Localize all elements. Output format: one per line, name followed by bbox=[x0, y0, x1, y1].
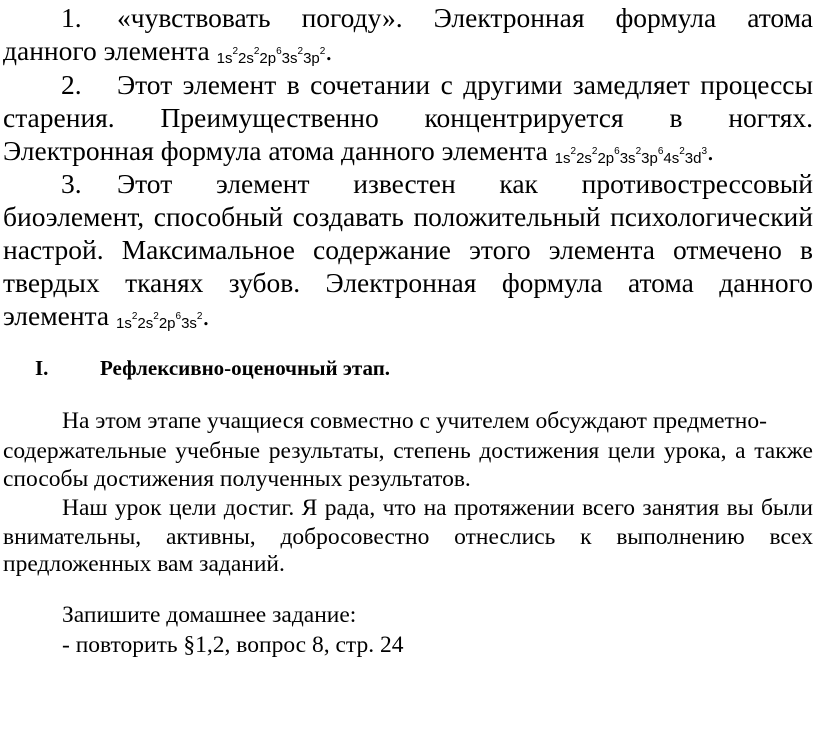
item3-number: 3. bbox=[61, 168, 82, 199]
para1-line1: На этом этапе учащиеся совместно с учителем обсуждают предметно- bbox=[62, 408, 767, 434]
item1-text: «чувствовать погоду». Электронная формула атома bbox=[117, 2, 813, 33]
orbital-term: $4s^2$ bbox=[663, 146, 685, 167]
item3-line4: твердых тканях зубов. Электронная формула атома данного bbox=[3, 267, 813, 298]
orbital-term: $3p^2$ bbox=[303, 46, 326, 67]
electron-count: 2 bbox=[196, 311, 203, 322]
electron-count: 6 bbox=[276, 46, 282, 57]
homework-prompt: Запишите домашнее задание: bbox=[62, 602, 357, 628]
para2-line2: внимательны, активны, добросовестно отнеслись к выполнению всех bbox=[3, 524, 813, 550]
orbital-term: $1s^2$ bbox=[554, 146, 577, 167]
orbital-term: $3s^2$ bbox=[619, 146, 642, 167]
item3-line2: биоэлемент, способный создавать положительный психологический bbox=[3, 201, 813, 232]
orbital-term: $3p^6$ bbox=[641, 146, 664, 167]
item2-number: 2. bbox=[61, 69, 82, 100]
item2-line2: старения. Преимущественно концентрируется в ногтях. bbox=[3, 102, 813, 133]
orbital-term: $2s^2$ bbox=[576, 146, 598, 167]
orbital-term: $1s^2$ bbox=[216, 46, 239, 67]
orbital-term: $3s^2$ bbox=[181, 311, 203, 332]
orbital-term: $2p^6$ bbox=[597, 146, 620, 167]
orbital-term: $3s^2$ bbox=[281, 46, 304, 67]
electron-count: 2 bbox=[153, 311, 159, 322]
section-heading bbox=[35, 354, 390, 382]
electron-count: 2 bbox=[679, 146, 685, 157]
electron-count: 2 bbox=[570, 146, 577, 157]
item1-line1 bbox=[3, 2, 813, 34]
electron-count: 2 bbox=[232, 46, 239, 57]
orbital-term: $1s^2$ bbox=[116, 311, 138, 332]
item1-number: 1. bbox=[61, 2, 82, 33]
para1-line3: способы достижения полученных результатов. bbox=[3, 466, 471, 492]
orbital-term: $3d^3$ bbox=[684, 146, 708, 167]
section-title: Рефлексивно-оценочный этап. bbox=[100, 356, 391, 380]
item3-formula bbox=[116, 311, 203, 332]
item3-line3: настрой. Максимальное содержание этого элемента отмечено в bbox=[3, 234, 813, 265]
electron-count: 2 bbox=[253, 46, 260, 57]
electron-count: 2 bbox=[591, 146, 598, 157]
item3-line1: 3. Этот элемент известен как противострессовый bbox=[61, 168, 813, 199]
item3-line5: элемента $1s^22s^22p^63s^2$. bbox=[3, 300, 210, 332]
section-roman: I. bbox=[35, 356, 49, 380]
para1-line2: содержательные учебные результаты, степень достижения цели урока, а также bbox=[3, 438, 813, 464]
electron-count: 2 bbox=[635, 146, 642, 157]
item1-formula bbox=[216, 46, 326, 67]
para2-line1: Наш урок цели достиг. Я рада, что на протяжении всего занятия вы были bbox=[62, 495, 813, 521]
para2-line3: предложенных вам заданий. bbox=[3, 551, 285, 577]
item2-line1: 2. Этот элемент в сочетании с другими замедляет процессы bbox=[61, 69, 813, 100]
item2-formula bbox=[554, 146, 708, 167]
orbital-term: $2s^2$ bbox=[137, 311, 159, 332]
electron-count: 2 bbox=[131, 311, 138, 322]
orbital-term: $2p^6$ bbox=[158, 311, 182, 332]
item2-line3: Электронная формула атома данного элемента $1s^22s^22p^63s^23p^64s^23d^3$. bbox=[3, 135, 714, 167]
homework-task: - повторить §1,2, вопрос 8, стр. 24 bbox=[62, 632, 404, 658]
electron-count: 6 bbox=[175, 311, 182, 322]
electron-count: 2 bbox=[319, 46, 326, 57]
electron-count: 6 bbox=[657, 146, 664, 157]
electron-count: 6 bbox=[614, 146, 620, 157]
item1-line2: данного элемента $1s^22s^22p^63s^23p^2$. bbox=[3, 35, 333, 67]
electron-count: 3 bbox=[701, 146, 708, 157]
orbital-term: $2s^2$ bbox=[238, 46, 260, 67]
orbital-term: $2p^6$ bbox=[259, 46, 282, 67]
electron-count: 2 bbox=[297, 46, 304, 57]
